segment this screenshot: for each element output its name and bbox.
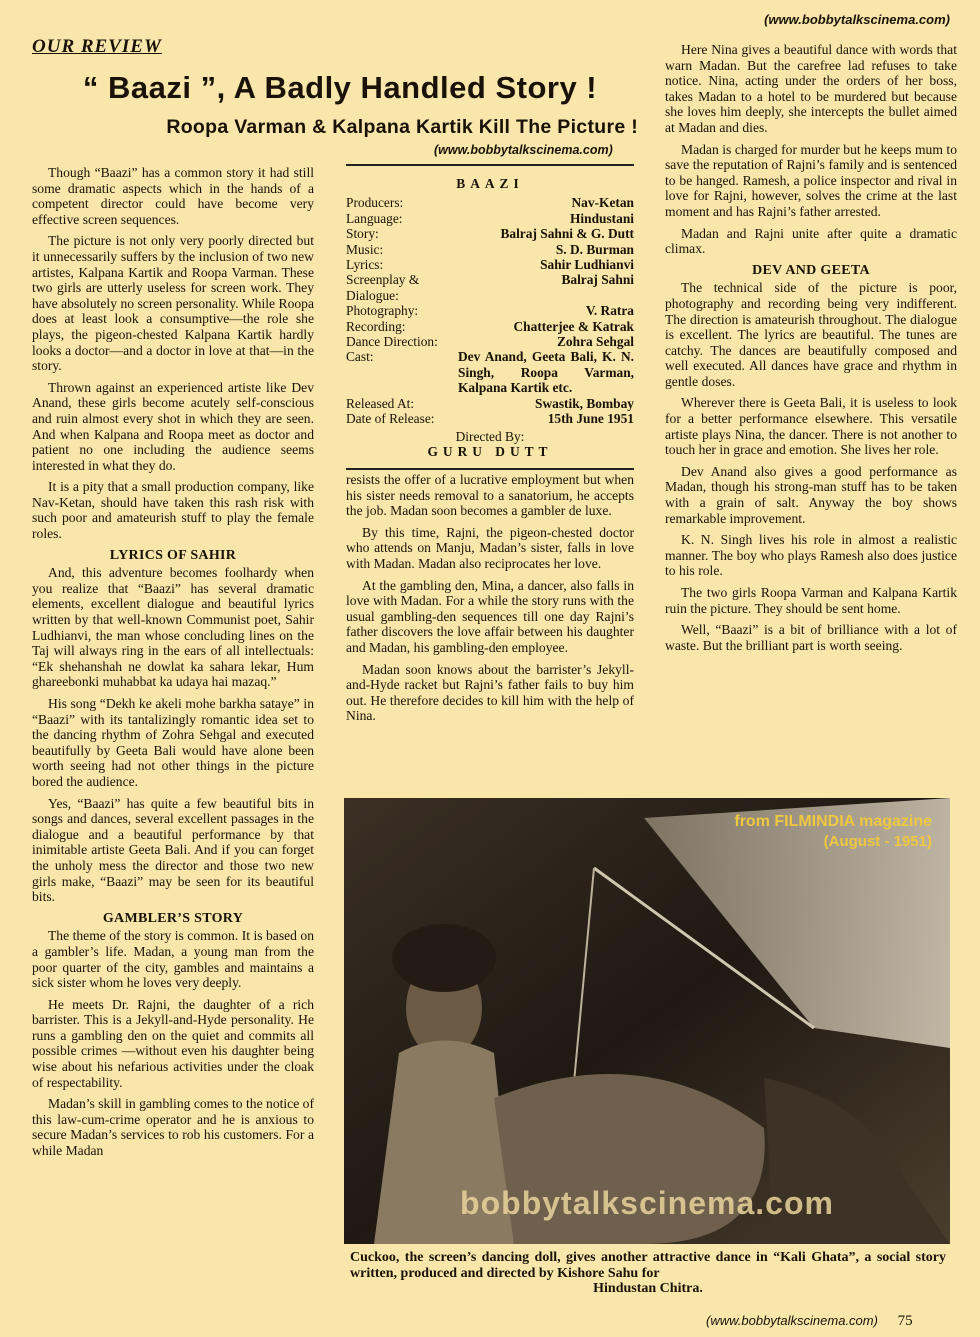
photo-illustration (344, 798, 950, 1244)
article-paragraph: At the gambling den, Mina, a dancer, also falls in love with Madan. For a while the story runs with the usual gambling-den sequences till one day Rajni’s father discovers the love affair between his daughter and Madan, his gambling-den employee. (346, 577, 634, 655)
credit-label: Language: (346, 210, 403, 226)
article-paragraph: Madan is charged for murder but he keeps mum to save the reputation of Rajni’s family and is sentenced to be hanged. Ramesh, a police inspector and rival in love for Rajni, however, solves the crime at the last moment and has Rajni’s father arrested. (665, 141, 957, 219)
credit-label: Recording: (346, 318, 406, 334)
director-name: GURU DUTT (427, 443, 553, 459)
article-paragraph: The theme of the story is common. It is based on a gambler’s life. Madan, a young man from the poor quarter of the city, gambles and maintains a sick sister whom he loves very deeply. (32, 928, 314, 991)
credit-row (346, 334, 634, 349)
photo-watermark: bobbytalkscinema.com (460, 1185, 834, 1221)
credit-row (346, 242, 634, 257)
photo-source-line-2: (August - 1951) (823, 833, 932, 850)
credit-value: Balraj Sahni (561, 272, 634, 288)
headline: “ Baazi ”, A Badly Handled Story ! (82, 70, 598, 105)
caption-last-line: Hindustan Chitra. (593, 1281, 703, 1296)
credit-value: Chatterjee & Katrak (513, 318, 634, 334)
credit-value: V. Ratra (585, 303, 634, 319)
article-column-1 (32, 165, 314, 1165)
page-footer (706, 1313, 913, 1330)
credit-row (346, 226, 634, 241)
credit-value: 15th June 1951 (547, 411, 634, 427)
article-paragraph: Though “Baazi” has a common story it had still some dramatic aspects which in the hands of a competent director could have become very effective screen sequences. (32, 165, 314, 227)
credit-label: Date of Release: (346, 411, 435, 427)
credits-bottom-rule (346, 468, 634, 470)
article-paragraph: The picture is not only very poorly directed but it unnecessarily suffers by the inclusion of two new artistes, Kalpana Kartik and Roopa Varman. These two girls are utterly useless for screen work. They have absolutely no screen personality. While Roopa does at least look a consumptive—the role she plays, the pigeon-chested Kalpana Kartik hardly looks a doctor—and a doctor in love at that—in the story. (32, 233, 314, 374)
article-paragraph: Thrown against an experienced artiste like Dev Anand, these girls become acutely self-conscious and ruin almost every shot in which they are seen. And when Kalpana and Roopa meet as doctor and patient no one including the audience seems interested in what they do. (32, 379, 314, 473)
article-paragraph: By this time, Rajni, the pigeon-chested doctor who attends on Manju, Madan’s sister, falls in love with Madan. Madan also reciprocates her love. (346, 524, 634, 571)
article-paragraph: Madan and Rajni unite after quite a dramatic climax. (665, 225, 957, 257)
section-heading: LYRICS OF SAHIR (109, 547, 237, 563)
credit-label: Story: (346, 226, 379, 242)
directed-by-label: Directed By: (455, 428, 525, 444)
credit-value: Hindustani (569, 210, 634, 226)
credit-label: Released At: (346, 395, 415, 411)
page-number: 75 (897, 1313, 913, 1329)
photo-source-credit (734, 812, 932, 852)
credit-label: Producers: (346, 195, 404, 211)
article-paragraph: Madan soon knows about the barrister’s Jekyll-and-Hyde racket but Rajni’s father fails to buy him out. He therefore decides to kill him with the help of Nina. (346, 661, 634, 724)
credit-value: Sahir Ludhianvi (540, 257, 634, 273)
credit-value: Zohra Sehgal (556, 334, 634, 350)
article-paragraph: Yes, “Baazi” has quite a few beautiful bits in songs and dances, several excellent passages in the dialogue and a beautiful performance by that inimitable artiste Geeta Bali. And if you can forget the unholy mess the director and those two new girls make, “Baazi” may be seen for its beautiful bits. (32, 795, 314, 905)
credit-row (346, 195, 634, 210)
credit-value: Balraj Sahni & G. Dutt (500, 226, 634, 242)
mid-site-url[interactable]: (www.bobbytalkscinema.com) (434, 143, 613, 157)
credit-label: Screenplay & Dialogue: (346, 272, 420, 303)
credits-box (346, 176, 634, 459)
credit-row (346, 411, 634, 426)
article-paragraph: His song “Dekh ke akeli mohe barkha sataye” in “Baazi” with its tantalizingly romantic idea set to the dancing rhythm of Zohra Sehgal and executed beautifully by Geeta Bali would have alone been worth seeing had not other things in the picture bored the audience. (32, 696, 314, 789)
article-paragraph: And, this adventure becomes foolhardy when you realize that “Baazi” has several dramatic elements, excellent dialogue and beautiful lyrics written by that well-known Communist poet, Sahir Ludhianvi, the man whose concluding lines on the Taj will always ring in the ears of all intellectuals: “Ek shehanshah ne dowlat ka sahara lekar, Hum ghareebonki muhabbat ka udaya hai mazaq.” (32, 565, 314, 690)
article-paragraph: It is a pity that a small production company, like Nav-Ketan, should have taken this rash risk with such poor and amateurish stuff to play the female roles. (32, 479, 314, 542)
credit-row (346, 272, 634, 303)
credit-row (346, 396, 634, 411)
credit-row (346, 303, 634, 318)
film-title: BAAZI (456, 176, 524, 191)
credits-top-rule (346, 164, 634, 166)
section-kicker: OUR REVIEW (32, 36, 162, 57)
credit-value: Nav-Ketan (571, 195, 634, 211)
photo-caption (350, 1250, 946, 1297)
credit-row (346, 211, 634, 226)
footer-site-url[interactable]: (www.bobbytalkscinema.com) (706, 1313, 878, 1328)
credit-rows (346, 195, 634, 426)
credit-row (346, 257, 634, 272)
article-column-2 (346, 472, 634, 730)
article-paragraph: Well, “Baazi” is a bit of brilliance with a lot of waste. But the brilliant part is worth seeing. (665, 622, 957, 653)
section-heading: GAMBLER’S STORY (102, 910, 244, 926)
credit-label: Dance Direction: (346, 334, 438, 350)
article-paragraph: Here Nina gives a beautiful dance with words that warn Madan. But the carefree lad refuses to take notice. Nina, acting under the orders of her boss, takes Madan to a hotel to be murdered but because she loves him deeply, she intercepts the bullet aimed at Madan and dies. (665, 42, 957, 135)
credit-row (346, 319, 634, 334)
credit-value: Dev Anand, Geeta Bali, K. N. Singh, Roopa Varman, Kalpana Kartik etc. (458, 349, 634, 396)
credit-label: Music: (346, 241, 384, 257)
credit-label: Cast: (346, 349, 374, 365)
caption-text: Cuckoo, the screen’s dancing doll, gives another attractive dance in “Kali Ghata”, a social story written, produced and directed by Kishore Sahu for (350, 1250, 946, 1281)
section-heading: DEV AND GEETA (752, 262, 870, 278)
article-paragraph: The technical side of the picture is poor, photography and recording being very indifferent. The direction is amateurish throughout. The dialogue is excellent. The lyrics are beautiful. The tunes are catchy. The dances are beautifully composed and well executed. All dances have grace and rhythm in gentle doses. (665, 280, 957, 389)
credit-label: Photography: (346, 303, 419, 319)
credit-label: Lyrics: (346, 257, 384, 273)
credit-row (346, 349, 634, 395)
article-column-3 (665, 42, 957, 659)
article-paragraph: resists the offer of a lucrative employment but when his sister needs removal to a sanatorium, he accepts the job. Madan soon becomes a gambler de luxe. (346, 472, 634, 519)
article-paragraph: Dev Anand also gives a good performance as Madan, though his strong-man stuff has to be taken with a grain of salt. Anyway the boy shows remarkable improvement. (665, 463, 957, 526)
subheadline: Roopa Varman & Kalpana Kartik Kill The Picture ! (166, 116, 638, 138)
film-still-photo (344, 798, 950, 1244)
credit-value: Swastik, Bombay (535, 395, 634, 411)
article-paragraph: The two girls Roopa Varman and Kalpana Kartik ruin the picture. They should be sent home. (665, 585, 957, 616)
article-paragraph: He meets Dr. Rajni, the daughter of a rich barrister. This is a Jekyll-and-Hyde personality. He runs a gambling den on the quiet and commits all possible crimes —without even his daughter being wise about his nefarious activities under the cloak of respectability. (32, 996, 314, 1090)
article-paragraph: Wherever there is Geeta Bali, it is useless to look for a better performance elsewhere. This versatile artiste plays Nina, the dancer. There is not another to touch her in grace and emotion. She lives her role. (665, 395, 957, 458)
top-site-url[interactable]: (www.bobbytalkscinema.com) (764, 12, 950, 27)
article-paragraph: Madan’s skill in gambling comes to the notice of this law-cum-crime operator and he is anxious to secure Madan’s services to rob his customers. For a while Madan (32, 1096, 314, 1159)
article-paragraph: K. N. Singh lives his role in almost a realistic manner. The boy who plays Ramesh also does justice to his role. (665, 532, 957, 579)
photo-source-line-1: from FILMINDIA magazine (734, 813, 932, 830)
credit-value: S. D. Burman (555, 241, 634, 257)
